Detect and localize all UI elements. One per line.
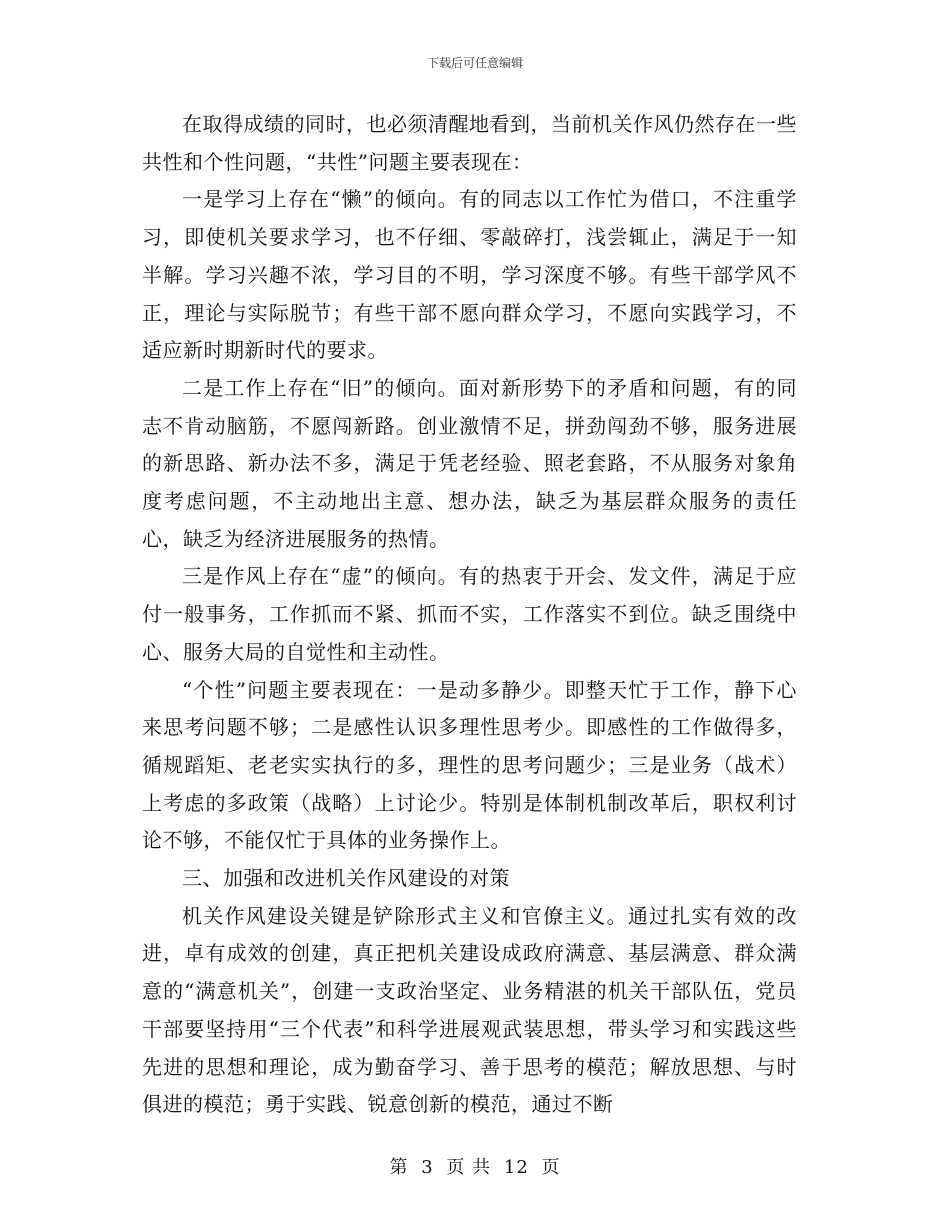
paragraph: 三是作风上存在“虚”的倾向。有的热衷于开会、发文件，满足于应付一般事务，工作抓而不紧、抓而不实，工作落实不到位。缺乏围绕中心、服务大局的自觉性和主动性。 [142, 564, 797, 664]
page-header: 下载后可任意编辑 [426, 56, 523, 70]
footer-prefix: 第 [389, 1157, 409, 1178]
section-heading: 三、加强和改进机关作风建设的对策 [182, 866, 510, 891]
paragraph: 一是学习上存在“懒”的倾向。有的同志以工作忙为借口，不注重学习，即使机关要求学习，也不仔细、零敲碎打，浅尝辄止，满足于一知半解。学习兴趣不浓，学习目的不明，学习深度不够。有些干部学风不正，理论与实际脱节；有些干部不愿向群众学习，不愿向实践学习，不适应新时期新时代的要求。 [142, 187, 797, 363]
footer-suffix: 页 [541, 1157, 561, 1178]
paragraph: “个性”问题主要表现在：一是动多静少。即整天忙于工作，静下心来思考问题不够；二是感性认识多理性思考少。即感性的工作做得多，循规蹈矩、老老实实执行的多，理性的思考问题少；三是业务（战术）上考虑的多政策（战略）上讨论少。特别是体制机制改革后，职权利讨论不够，不能仅忙于具体的业务操作上。 [142, 677, 797, 853]
page-footer [0, 1153, 950, 1179]
total-pages-number: 12 [503, 1157, 529, 1178]
current-page-number: 3 [421, 1157, 434, 1178]
document-body [142, 106, 797, 1124]
footer-middle: 页 共 [446, 1157, 492, 1178]
paragraph: 在取得成绩的同时，也必须清醒地看到，当前机关作风仍然存在一些共性和个性问题，“共性”问题主要表现在： [142, 112, 797, 174]
paragraph: 二是工作上存在“旧”的倾向。面对新形势下的矛盾和问题，有的同志不肯动脑筋，不愿闯新路。创业激情不足，拼劲闯劲不够，服务进展的新思路、新办法不多，满足于凭老经验、照老套路，不从服务对象角度考虑问题，不主动地出主意、想办法，缺乏为基层群众服务的责任心，缺乏为经济进展服务的热情。 [142, 375, 797, 551]
paragraph: 机关作风建设关键是铲除形式主义和官僚主义。通过扎实有效的改进，卓有成效的创建，真正把机关建设成政府满意、基层满意、群众满意的“满意机关”，创建一支政治坚定、业务精湛的机关干部队伍，党员干部要坚持用“三个代表”和科学进展观武装思想，带头学习和实践这些先进的思想和理论，成为勤奋学习、善于思考的模范；解放思想、与时俱进的模范；勇于实践、锐意创新的模范，通过不断 [142, 903, 797, 1117]
